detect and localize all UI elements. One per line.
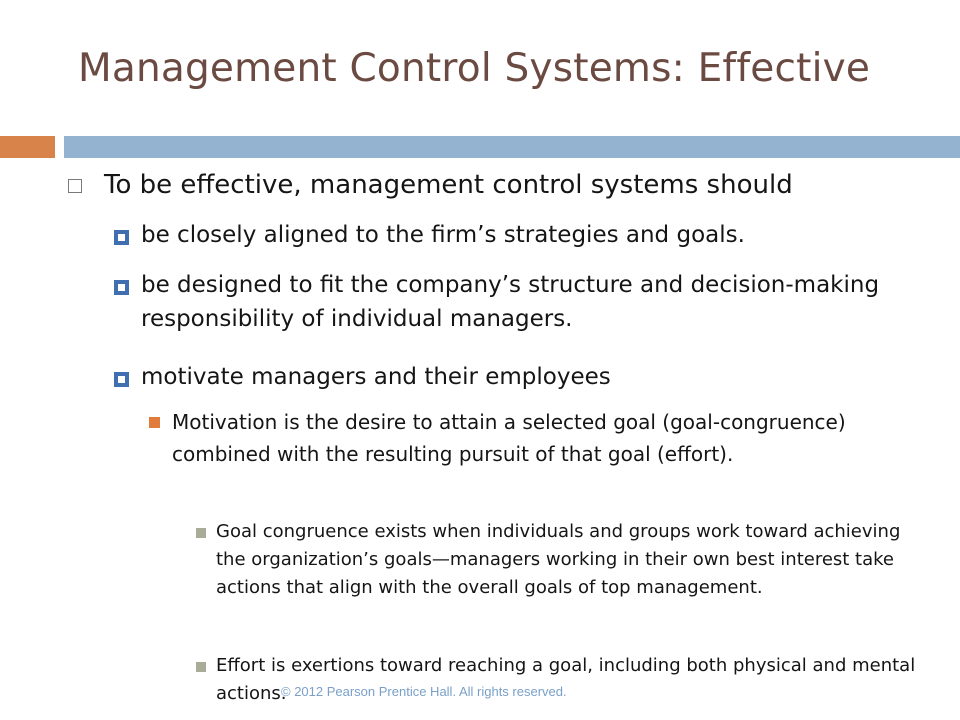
bullet-text: be closely aligned to the firm’s strategies and goals. bbox=[141, 222, 745, 248]
bullet-text: Motivation is the desire to attain a selected goal (goal-congruence) combined with the resulting pursuit of that goal (effort). bbox=[172, 410, 846, 466]
gray-square-bullet-icon bbox=[196, 528, 206, 538]
square-bullet-icon bbox=[114, 280, 129, 295]
bullet-text: be designed to fit the company’s structure and decision-making responsibility of individual managers. bbox=[141, 272, 880, 332]
gray-square-bullet-icon bbox=[196, 662, 206, 672]
bullet-text: motivate managers and their employees bbox=[141, 364, 611, 390]
bullet-level4 bbox=[196, 518, 924, 602]
bullet-level4 bbox=[196, 652, 924, 708]
bullet-text: To be effective, management control systems should bbox=[104, 170, 793, 200]
slide-title: Management Control Systems: Effective bbox=[78, 46, 871, 91]
square-bullet-icon bbox=[114, 230, 129, 245]
bullet-level2 bbox=[114, 268, 924, 336]
hollow-square-bullet-icon bbox=[68, 179, 82, 193]
bullet-level2 bbox=[114, 360, 924, 394]
filled-square-bullet-icon bbox=[149, 417, 160, 428]
bullet-level2 bbox=[114, 218, 924, 252]
bullet-level1 bbox=[68, 166, 938, 204]
bullet-text: Goal congruence exists when individuals and groups work toward achieving the organization’s goals—managers working in their own best interest take actions that align with the overall goals of top management. bbox=[216, 521, 901, 598]
square-bullet-icon bbox=[114, 372, 129, 387]
bullet-text: Effort is exertions toward reaching a goal, including both physical and mental actions. bbox=[216, 655, 916, 704]
bullet-level3 bbox=[149, 406, 924, 470]
copyright-footer: © 2012 Pearson Prentice Hall. All rights reserved. bbox=[281, 684, 567, 699]
